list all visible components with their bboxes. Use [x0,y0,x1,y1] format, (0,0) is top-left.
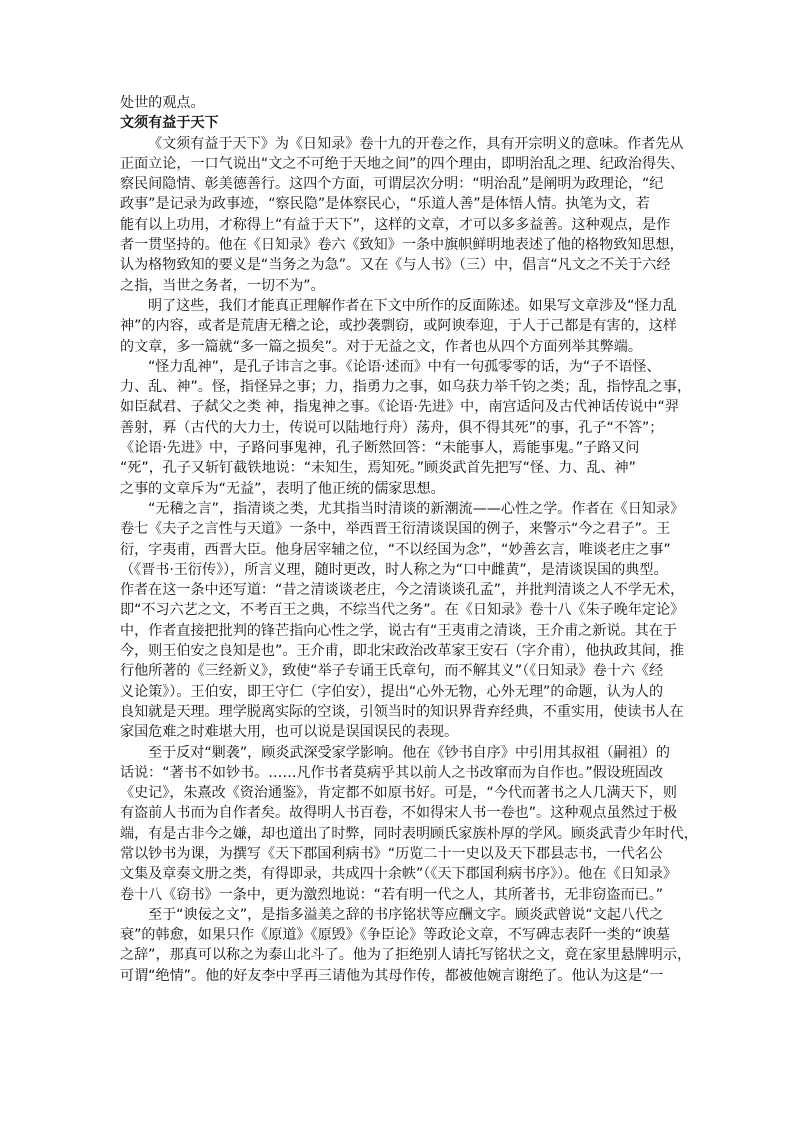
paragraph-line: 的文章，多一篇就“多一篇之损矣”。对于无益之文，作者也从四个方面列举其弊端。 [120,338,642,355]
paragraph-line: 良知就是天理。理学脱离实际的空谈，引领当时的知识界背弃经典，不重实用，使读书人在 [120,703,684,720]
paragraph-line: 力、乱、神”。怪，指怪异之事；力，指勇力之事，如乌获力举千钧之类；乱，指悖乱之事， [120,379,692,396]
paragraph-line: 常以钞书为课，为撰写《天下郡国利病书》“历览二十一史以及天下郡县志书，一代名公 [120,845,663,862]
section-title: 文须有益于天下 [120,115,219,132]
paragraph-line: 者一贯坚持的。他在《日知录》卷六《致知》一条中旗帜鲜明地表述了他的格物致知思想， [120,237,684,254]
paragraph-line: “怪力乱神”，是孔子讳言之事。《论语·述而》中有一句孤零零的话，为“子不语怪、 [148,358,661,375]
paragraph-line: 端，有是古非今之嫌，却也道出了时弊，同时表明顾氏家族朴厚的学风。顾炎武青少年时代， [120,825,698,842]
paragraph-line: 察民间隐情、彰美德善行。这四个方面，可谓层次分明：“明治乱”是阐明为政理论，“纪 [120,176,664,193]
paragraph-line: 之事的文章斥为“无益”，表明了他正统的儒家思想。 [120,480,445,497]
paragraph [120,134,685,296]
paragraph-line: 之指，当世之务者，一切不为”。 [120,277,325,294]
paragraph [120,499,685,743]
paragraph-line: “死”，孔子又斩钉截铁地说：“未知生，焉知死。”顾炎武首先把写“怪、力、乱、神” [120,460,636,477]
paragraph-line: 行他所著的《三经新义》，致使“举子专诵王氏章句，而不解其义”（《日知录》卷十六《经 [120,663,664,680]
paragraph-line: 《文须有益于天下》为《日知录》卷十九的开卷之作，具有开宗明义的意味。作者先从 [148,135,684,152]
body-text [120,134,698,986]
paragraph-line: 卷十八《窃书》一条中，更为激烈地说：“若有明一代之人，其所著书，无非窃盗而已。” [120,886,664,903]
paragraph-line: 今，则王伯安之良知是也”。王介甫，即北宋政治改革家王安石（字介甫），他执政其间，推 [120,643,684,660]
paragraph [120,296,677,357]
paragraph-line: 可谓“绝情”。他的好友李中孚再三请他为其母作传，都被他婉言谢绝了。他认为这是“一 [120,967,664,984]
paragraph-line: （《晋书·王衍传》），所言义理，随时更改，时人称之为“口中雌黄”，是清谈误国的典型。 [120,561,668,578]
paragraph-line: 衰”的韩愈，如果只作《原道》《原毁》《争臣论》等政论文章，不写碑志表阡一类的“谀墓 [120,927,671,944]
paragraph-line: 如臣弑君、子弑父之类 神，指鬼神之事。《论语·先进》中，南宫适问及古代神话传说中“羿 [120,399,679,416]
paragraph-line: 话说：“著书不如钞书。……凡作书者莫病乎其以前人之书改窜而为自作也。”假设班固改 [120,764,664,781]
paragraph-line: 中，作者直接把批判的锋芒指向心性之学，说古有“王夷甫之清谈，王介甫之新说。其在于 [120,622,677,639]
paragraph [120,357,692,499]
paragraph-line: 卷七《夫子之言性与天道》一条中，举西晋王衍清谈误国的例子，来警示“今之君子”。王 [120,521,671,538]
paragraph-line: 义论策》）。王伯安，即王守仁（字伯安），提出“心外无物，心外无理”的命题，认为人的 [120,683,664,700]
paragraph-line: 至于反对“剿袭”，顾炎武深受家学影响。他在《钞书自序》中引用其叔祖（嗣祖）的 [148,744,670,761]
paragraph [120,743,698,905]
paragraph [120,905,692,986]
paragraph-line: 正面立论，一口气说出“文之不可绝于天地之间”的四个理由，即明治乱之理、纪政治得失、 [120,155,685,172]
paragraph-line: 文集及章奏文册之类，有得即录，共成四十余帙”（《天下郡国利病书序》）。他在《日知录》 [120,866,677,883]
paragraph-line: 作者在这一条中还写道：“昔之清谈谈老庄，今之清谈谈孔孟”，并批判清谈之人不学无术， [120,582,685,599]
paragraph-line: 家国危难之时难堪大用，也可以说是误国误民的表现。 [120,724,459,741]
paragraph-line: 《论语·先进》中，子路问事鬼神，孔子断然回答：“未能事人，焉能事鬼。”子路又问 [120,440,640,457]
paragraph-line: 衍，字夷甫，西晋大臣。他身居宰辅之位，“不以经国为念”，“妙善玄言，唯谈老庄之事” [120,541,671,558]
paragraph-line: 《史记》，朱熹改《资治通鉴》，肯定都不如原书好。可是，“今代而著书之人几满天下，则 [120,785,677,802]
paragraph-line: 之辞”，那真可以称之为泰山北斗了。他为了拒绝别人请托写铭状之文，竟在家里悬牌明示， [120,947,692,964]
paragraph-line: 政事”是记录为政事迹，“察民隐”是体察民心，“乐道人善”是体悟人情。执笔为文，若 [120,196,650,213]
paragraph-line: “无稽之言”，指清谈之类，尤其指当时清谈的新潮流——心性之学。作者在《日知录》 [148,500,685,517]
intro-line: 处世的观点。 [120,95,205,111]
paragraph-line: 明了这些，我们才能真正理解作者在下文中所作的反面陈述。如果写文章涉及“怪力乱 [148,297,677,314]
paragraph-line: 善射，奡（古代的大力士，传说可以陆地行舟）荡舟，俱不得其死”的事，孔子“不答”； [120,419,664,436]
paragraph-line: 至于“谀佞之文”，是指多溢美之辞的书序铭状等应酬文字。顾炎武曾说“文起八代之 [148,906,664,923]
document-page [120,93,698,986]
paragraph-line: 认为格物致知的要义是“当务之为急”。又在《与人书》（三）中，倡言“凡文之不关于六经 [120,257,671,274]
paragraph-line: 神”的内容，或者是荒唐无稽之论，或抄袭剽窃，或阿谀奉迎，于人于己都是有害的，这样 [120,318,677,335]
paragraph-line: 有盗前人书而为自作者矣。故得明人书百卷，不如得宋人书一卷也”。这种观点虽然过于极 [120,805,677,822]
paragraph-line: 即“不习六艺之文，不考百王之典，不综当代之务”。在《日知录》卷十八《朱子晚年定论》 [120,602,685,619]
paragraph-line: 能有以上功用，才称得上“有益于天下”，这样的文章，才可以多多益善。这种观点，是作 [120,216,671,233]
